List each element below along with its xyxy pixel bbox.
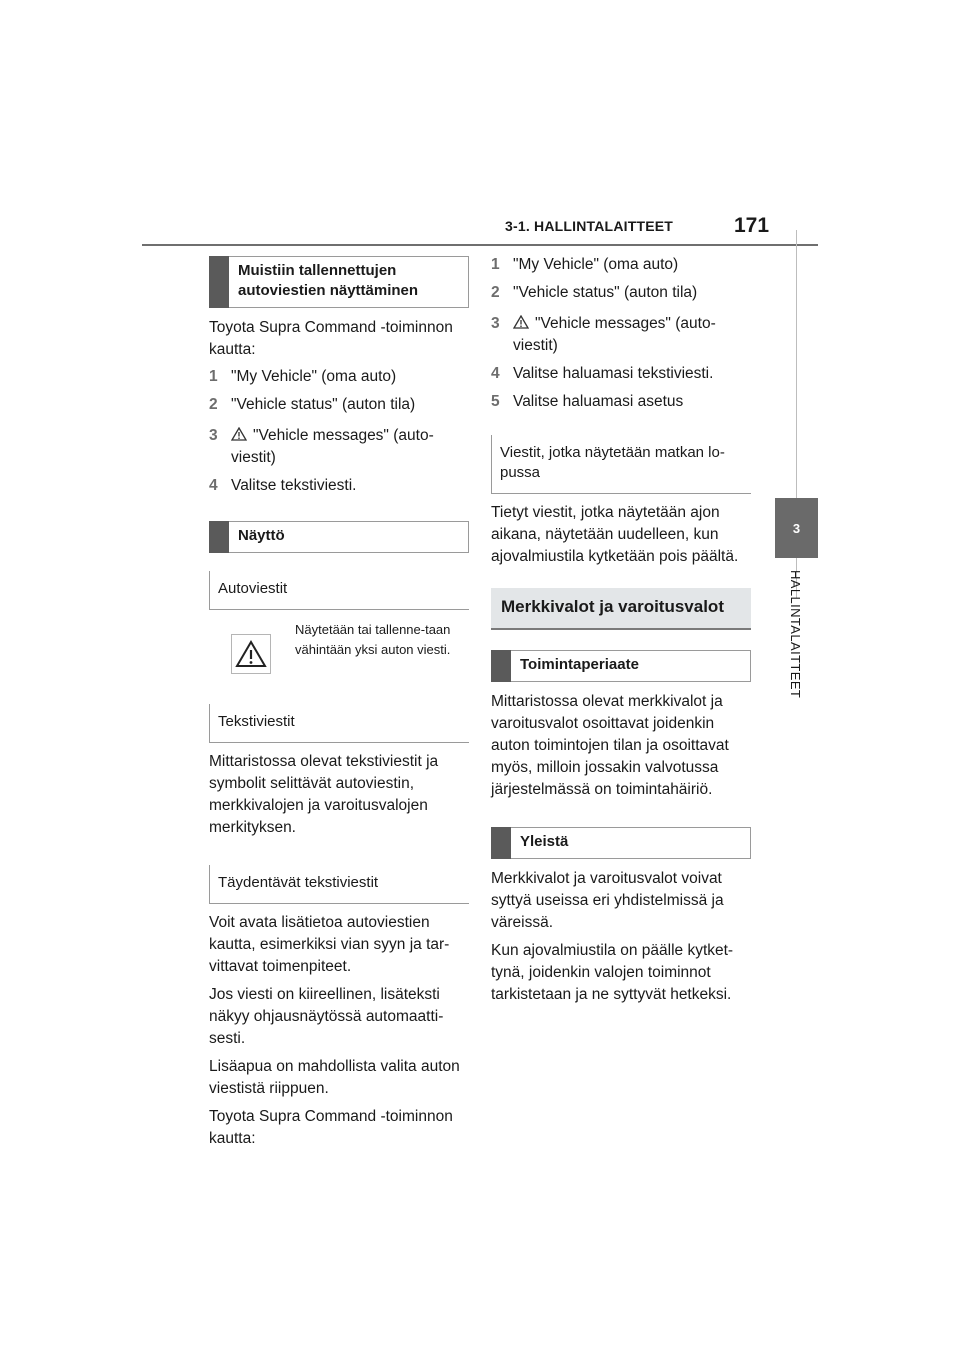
- subheading: Viestit, jotka näytetään matkan lo-pussa: [491, 435, 751, 494]
- step-number: 2: [491, 284, 500, 301]
- step-number: 1: [491, 256, 500, 273]
- list-item: [491, 282, 751, 304]
- section-heading: Merkkivalot ja varoitusvalot: [491, 588, 751, 630]
- step-text: "Vehicle status" (auton tila): [231, 396, 416, 413]
- step-number: 4: [491, 365, 500, 382]
- heading-text: Toimintaperiaate: [520, 656, 639, 673]
- step-text: Valitse haluamasi tekstiviesti.: [513, 365, 714, 382]
- warning-triangle-icon: [231, 427, 247, 441]
- step-number: 1: [209, 368, 218, 385]
- right-column: [491, 254, 751, 1006]
- list-item: [209, 394, 469, 416]
- chapter-label: HALLINTALAITTEET: [788, 570, 803, 699]
- paragraph: Toyota Supra Command -toiminnon kautta:: [209, 319, 453, 358]
- paragraph: Merkkivalot ja varoitusvalot voivat syttyä useissa eri yhdistelmissä ja väreissä.: [491, 870, 724, 931]
- step-text: Valitse tekstiviesti.: [231, 477, 357, 494]
- list-item: [491, 363, 751, 385]
- chapter-number: 3: [792, 520, 801, 536]
- list-item: [491, 254, 751, 276]
- heading-box: [209, 521, 469, 553]
- paragraph: Mittaristossa olevat merkkivalot ja varoitusvalot osoittavat joidenkin auton toimintojen tilan ja osoittavat myös, milloin jossakin valvotussa järjestelmässä on toimintahäiriö.: [491, 693, 729, 798]
- step-number: 3: [491, 315, 500, 332]
- step-text: "Vehicle messages" (auto-viestit): [231, 427, 434, 466]
- warning-triangle-icon: [231, 634, 271, 674]
- step-text: "My Vehicle" (oma auto): [513, 256, 679, 273]
- paragraph: Jos viesti on kiireellinen, lisäteksti näkyy ohjausnäytössä automaatti-sesti.: [209, 986, 444, 1047]
- heading-text: Yleistä: [520, 833, 569, 850]
- heading-box: [209, 256, 469, 308]
- warning-triangle-icon: [513, 315, 529, 329]
- step-text-with-icon: [513, 313, 751, 357]
- paragraph: Voit avata lisätietoa autoviestien kautta, esimerkiksi vian syyn ja tar-vittavat toimenpiteet.: [209, 914, 450, 975]
- chapter-tab: [775, 498, 818, 558]
- step-number: 2: [209, 396, 218, 413]
- step-number: 3: [209, 427, 218, 444]
- step-number: 4: [209, 477, 218, 494]
- heading-box: [491, 650, 751, 682]
- step-text: "My Vehicle" (oma auto): [231, 368, 397, 385]
- left-column: [209, 256, 469, 1150]
- list-item: [491, 313, 751, 357]
- paragraph: Kun ajovalmiustila on päälle kytket-tynä, joidenkin valojen toiminnot tarkistetaan ja ne syttyvät hetkeksi.: [491, 942, 734, 1003]
- step-number: 5: [491, 393, 500, 410]
- heading-text: Muistiin tallennettujen autoviestien näyttäminen: [238, 262, 419, 299]
- list-item: [209, 475, 469, 497]
- heading-text: Näyttö: [238, 527, 285, 544]
- paragraph: Tietyt viestit, jotka näytetään ajon aikana, näytetään uudelleen, kun ajovalmiustila kytketään pois päältä.: [491, 504, 739, 565]
- icon-caption: Näytetään tai tallenne-taan vähintään yksi auton viesti.: [295, 622, 451, 657]
- subheading: Autoviestit: [209, 571, 469, 610]
- step-text: "Vehicle status" (auton tila): [513, 284, 698, 301]
- list-item: [209, 366, 469, 388]
- paragraph: Mittaristossa olevat tekstiviestit ja symbolit selittävät autoviestin, merkkivalojen ja varoitusvalojen merkityksen.: [209, 753, 439, 836]
- page-number: 171: [734, 214, 770, 237]
- header-rule: [142, 244, 818, 246]
- step-text: Valitse haluamasi asetus: [513, 393, 684, 410]
- side-divider: [796, 230, 797, 498]
- list-item: [209, 425, 469, 469]
- icon-row: [209, 610, 469, 674]
- section-title: 3-1. HALLINTALAITTEET: [505, 218, 674, 234]
- subheading: Tekstiviestit: [209, 704, 469, 743]
- heading-box: [491, 827, 751, 859]
- list-item: [491, 391, 751, 413]
- paragraph: Toyota Supra Command -toiminnon kautta:: [209, 1108, 453, 1147]
- step-text-with-icon: [231, 425, 469, 469]
- step-text: "Vehicle messages" (auto-viestit): [513, 315, 716, 354]
- paragraph: Lisäapua on mahdollista valita auton viestistä riippuen.: [209, 1058, 460, 1097]
- subheading: Täydentävät tekstiviestit: [209, 865, 469, 904]
